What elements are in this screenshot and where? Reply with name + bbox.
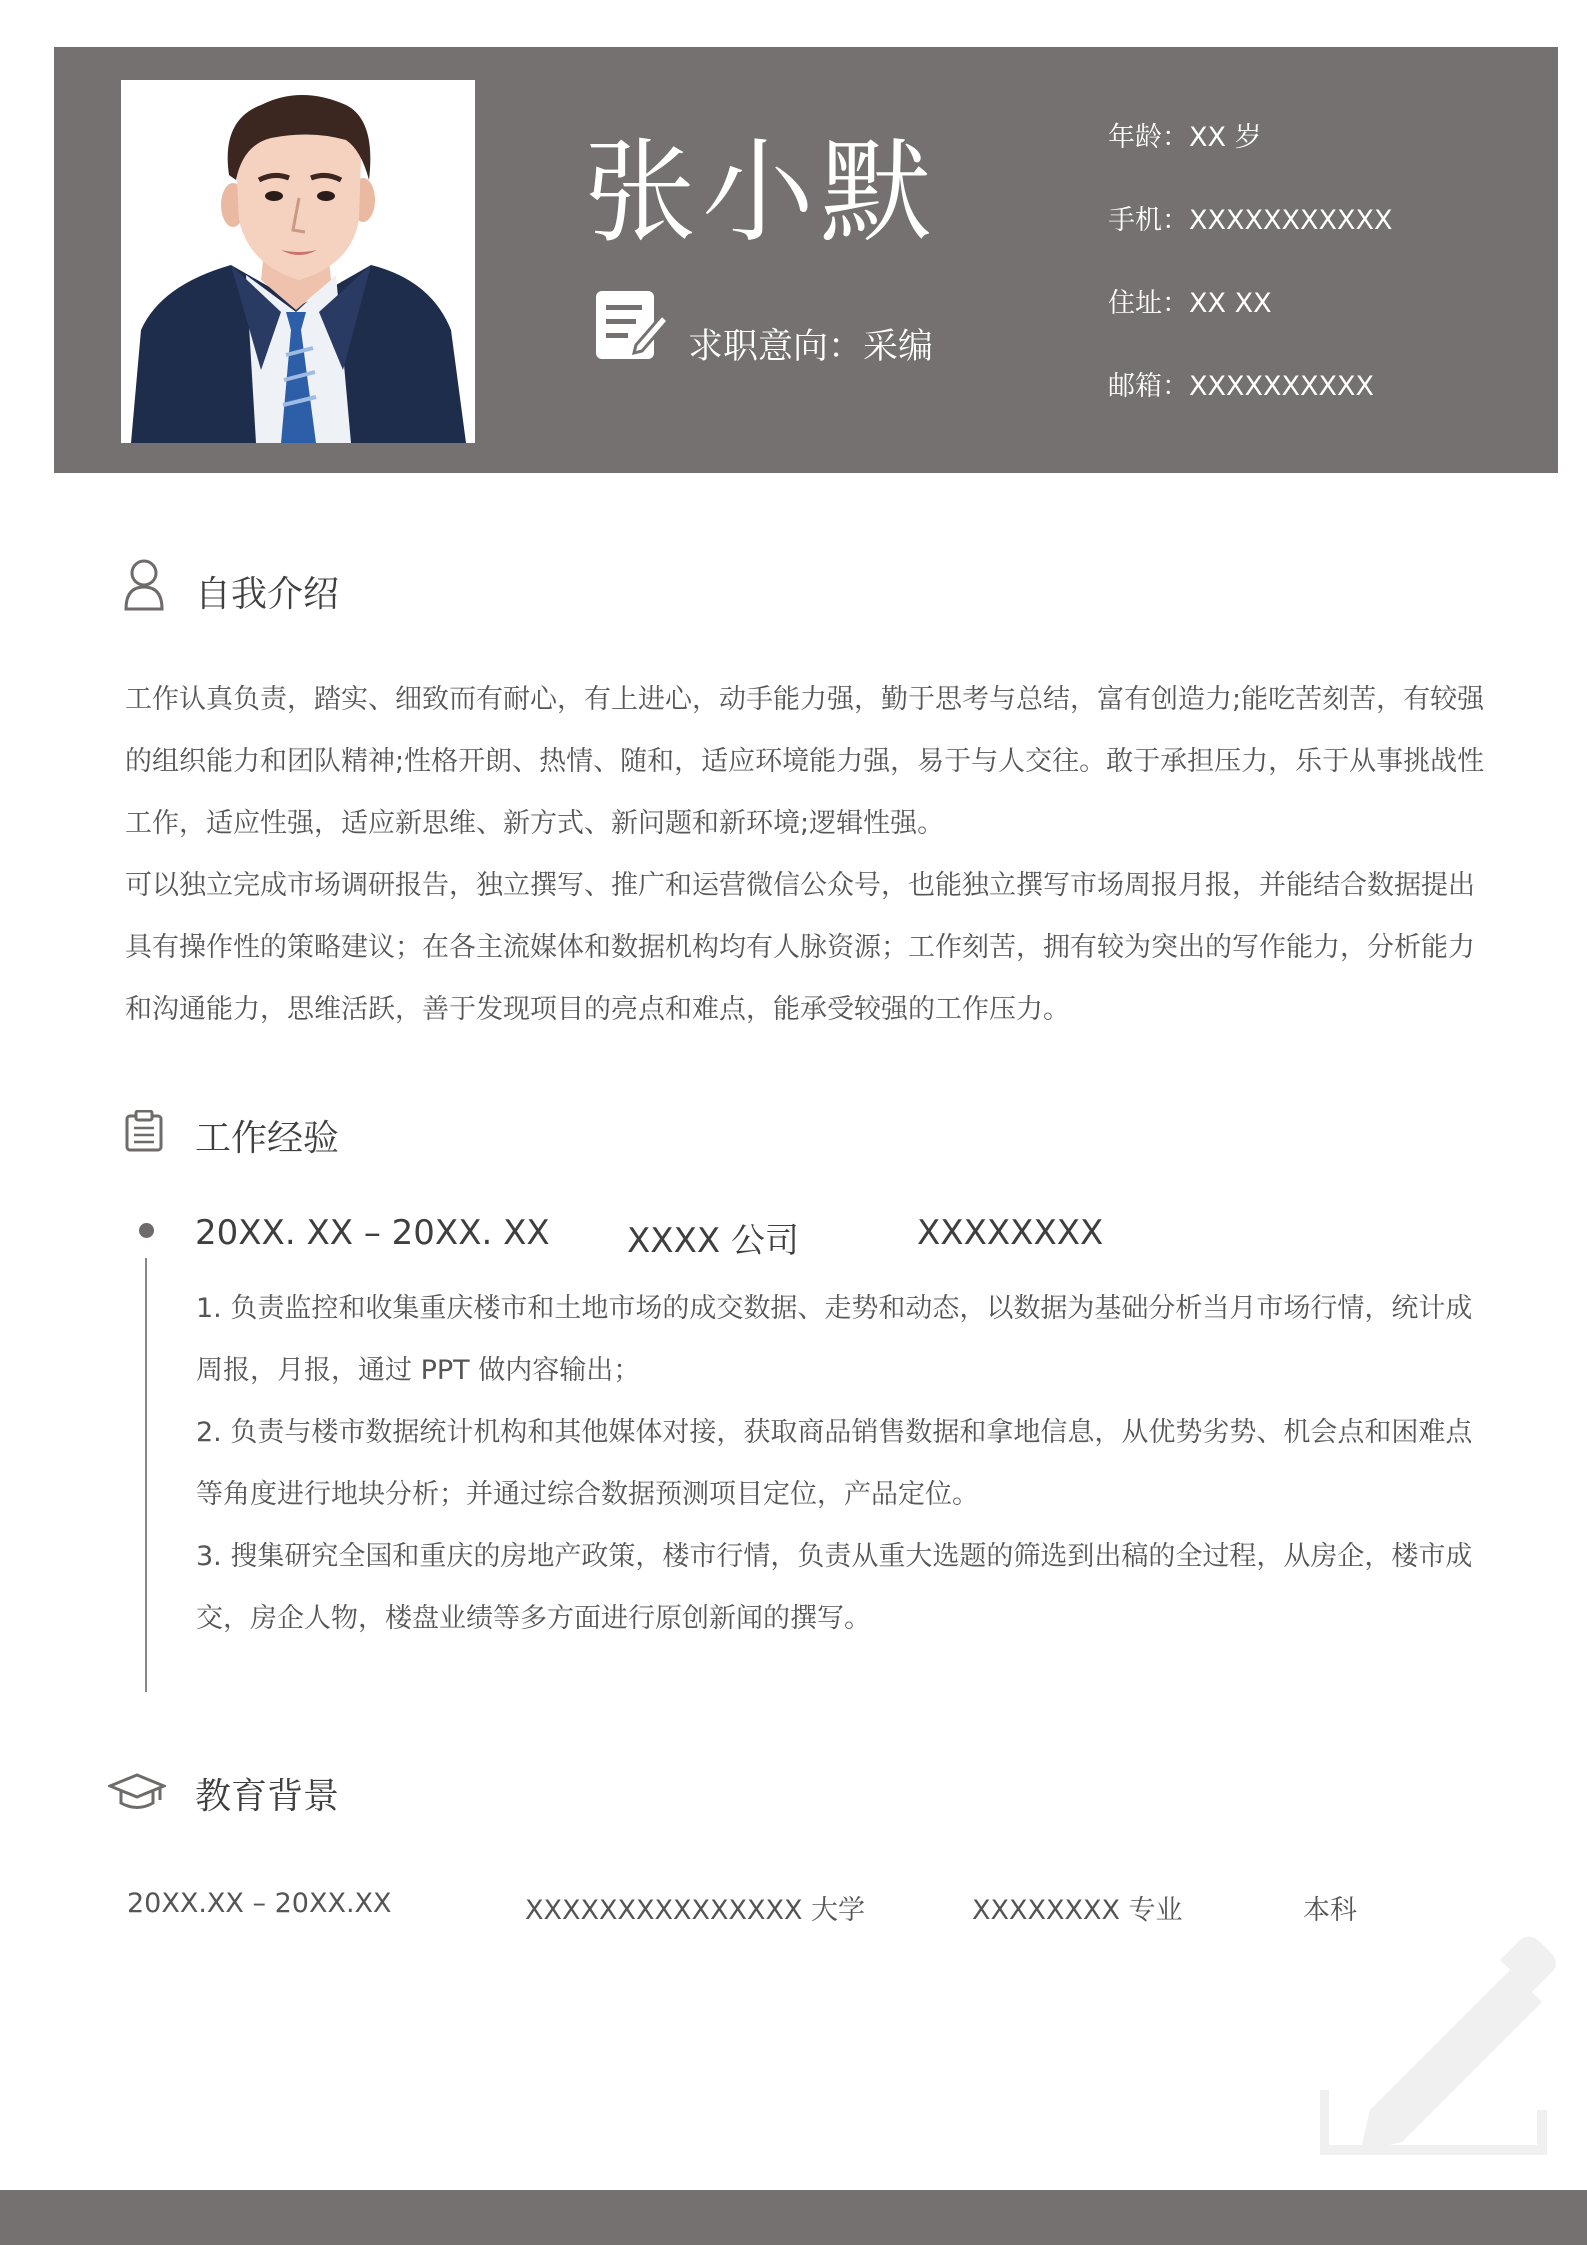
section-title-education: 教育背景 bbox=[195, 1776, 340, 1817]
section-title-about: 自我介绍 bbox=[195, 574, 340, 615]
education-school: XXXXXXXXXXXXXXX 大学 bbox=[525, 1895, 866, 1926]
profile-photo bbox=[121, 80, 475, 443]
job-duty-1: 1. 负责监控和收集重庆楼市和土地市场的成交数据、走势和动态，以数据为基础分析当月市场行情，统计成周报，月报，通过 PPT 做内容输出； bbox=[196, 1293, 1473, 1386]
job-duty-2: 2. 负责与楼市数据统计机构和其他媒体对接，获取商品销售数据和拿地信息，从优势劣势、机会点和困难点等角度进行地块分析；并通过综合数据预测项目定位，产品定位。 bbox=[196, 1417, 1473, 1510]
timeline-dot bbox=[139, 1223, 154, 1238]
timeline-line bbox=[145, 1258, 147, 1692]
footer-bar bbox=[0, 2190, 1587, 2245]
graduation-cap-icon bbox=[108, 1772, 166, 1812]
section-title-experience: 工作经验 bbox=[195, 1118, 340, 1159]
contact-phone: 手机：XXXXXXXXXXX bbox=[1108, 205, 1393, 236]
education-degree: 本科 bbox=[1303, 1895, 1357, 1926]
clipboard-icon bbox=[125, 1110, 163, 1152]
edit-note-icon bbox=[592, 287, 668, 363]
job-company: XXXX 公司 bbox=[627, 1221, 799, 1261]
avatar-illustration bbox=[121, 80, 475, 443]
person-icon bbox=[122, 557, 166, 613]
education-period: 20XX.XX – 20XX.XX bbox=[127, 1888, 392, 1919]
about-paragraph-2: 可以独立完成市场调研报告，独立撰写、推广和运营微信公众号，也能独立撰写市场周报月报，并能结合数据提出具有操作性的策略建议；在各主流媒体和数据机构均有人脉资源；工作刻苦，拥有较为突出的写作能力，分析能力和沟通能力，思维活跃，善于发现项目的亮点和难点，能承受较强的工作压力。 bbox=[125, 870, 1475, 1025]
job-intent: 求职意向：采编 bbox=[688, 327, 934, 367]
job-period: 20XX. XX – 20XX. XX bbox=[195, 1213, 550, 1253]
about-paragraph-1: 工作认真负责，踏实、细致而有耐心，有上进心，动手能力强，勤于思考与总结，富有创造力;能吃苦刻苦，有较强的组织能力和团队精神;性格开朗、热情、随和，适应环境能力强，易于与人交往。敢于承担压力，乐于从事挑战性工作，适应性强，适应新思维、新方式、新问题和新环境;逻辑性强。 bbox=[125, 684, 1485, 839]
job-position: XXXXXXXX bbox=[917, 1213, 1104, 1253]
education-major: XXXXXXXX 专业 bbox=[972, 1895, 1183, 1926]
contact-email: 邮箱：XXXXXXXXXX bbox=[1108, 371, 1374, 402]
pencil-watermark-icon bbox=[1320, 1930, 1560, 2160]
contact-address: 住址：XX XX bbox=[1108, 288, 1272, 319]
header-banner bbox=[54, 47, 1558, 473]
contact-age: 年龄：XX 岁 bbox=[1108, 122, 1262, 153]
job-duty-3: 3. 搜集研究全国和重庆的房地产政策，楼市行情，负责从重大选题的筛选到出稿的全过程，从房企，楼市成交，房企人物，楼盘业绩等多方面进行原创新闻的撰写。 bbox=[196, 1541, 1473, 1634]
candidate-name: 张小默 bbox=[584, 128, 938, 258]
